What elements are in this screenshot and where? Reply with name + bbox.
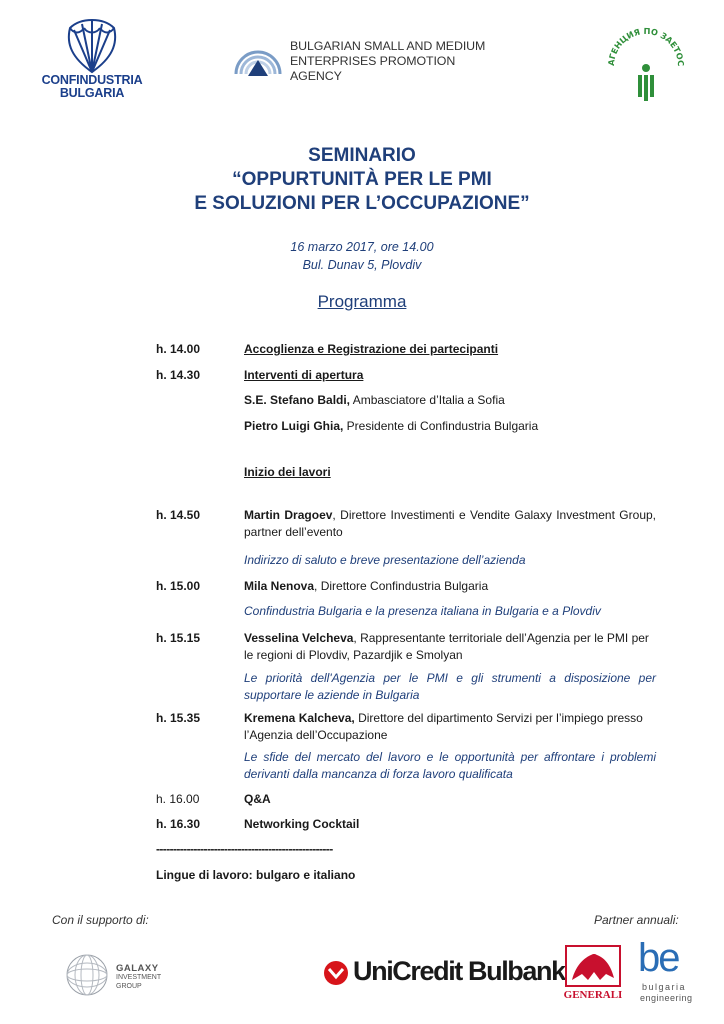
section-title: Inizio dei lavori [244, 465, 331, 479]
speaker-name: S.E. Stefano Baldi, [244, 393, 351, 407]
talk-topic: Confindustria Bulgaria e la presenza italiana in Bulgaria e a Plovdiv [244, 604, 601, 618]
program-item [244, 341, 656, 358]
seminar-title [0, 144, 724, 216]
program-item [244, 816, 656, 833]
speaker-name: Martin Dragoev [244, 508, 333, 522]
agency-name [290, 39, 502, 84]
speaker-name: Mila Nenova [244, 579, 315, 593]
generali-logo [560, 944, 626, 1004]
talk-topic: Le sfide del mercato del lavoro e le opportunità per affrontare i problemi derivanti dalla mancanza di forza lavoro qualificata [244, 750, 656, 781]
galaxy-line1: GALAXY [116, 963, 159, 974]
time-1500: h. 15.00 [156, 579, 201, 593]
working-languages: Lingue di lavoro: bulgaro e italiano [156, 868, 356, 882]
bulgaria-engineering-logo [636, 936, 702, 1004]
event-date: 16 marzo 2017, ore 14.00 [290, 240, 434, 254]
talk-topic: Le priorità dell'Agenzia per le PMI e gli strumenti a disposizione per supportare le aziende in Bulgaria [244, 671, 656, 702]
speaker-nenova [244, 578, 656, 595]
speaker-name: Vesselina Velcheva [244, 631, 354, 645]
galaxy-line3: GROUP [116, 983, 142, 990]
agency-line2: ENTERPRISES PROMOTION AGENCY [290, 54, 456, 83]
speaker-role: Ambasciatore d’Italia a Sofia [350, 393, 505, 407]
item-title: Accoglienza e Registrazione dei partecipanti [244, 342, 499, 356]
title-line3: E SOLUZIONI PER L’OCCUPAZIONE” [194, 193, 530, 214]
be-line1: bulgaria [642, 982, 687, 992]
inizio-lavori [244, 464, 656, 481]
speaker-dragoev [244, 507, 656, 541]
speaker-velcheva [244, 630, 656, 664]
be-line2: engineering [640, 993, 693, 1003]
confindustria-line1: CONFINDUSTRIA [41, 73, 143, 87]
sme-agency-logo [232, 34, 502, 84]
galaxy-logo [64, 950, 194, 1000]
title-line1: SEMINARIO [308, 145, 416, 166]
speaker-name: Kremena Kalcheva, [244, 711, 355, 725]
confindustria-logo [36, 18, 148, 106]
time-1515: h. 15.15 [156, 631, 201, 645]
speaker-role: , Rappresentante territoriale dell’Agenzia per le PMI per le regioni di Plovdiv, Pazardjik e Smolyan [244, 631, 649, 662]
speaker-role: Presidente di Confindustria Bulgaria [343, 419, 539, 433]
item-title: Networking Cocktail [244, 817, 360, 831]
title-line2: “OPPURTUNITÀ PER LE PMI [232, 169, 492, 190]
separator-line: ---------------------------------------------------- [156, 842, 333, 856]
employment-agency-emblem-icon [604, 20, 688, 104]
programma-heading: Programma [317, 292, 407, 311]
speaker-kalcheva [244, 710, 656, 744]
program-item [244, 791, 656, 808]
unicredit-logo [323, 952, 565, 996]
event-meta [0, 238, 724, 274]
unicredit-wordmark: UniCredit Bulbank [353, 956, 565, 986]
time-1400: h. 14.00 [156, 342, 201, 356]
generali-lion-icon [564, 944, 622, 988]
generali-wordmark: GENERALI [563, 989, 623, 1001]
speaker-baldi [244, 392, 656, 409]
item-title: Interventi di apertura [244, 368, 364, 382]
galaxy-sphere-icon [64, 952, 110, 998]
time-1535: h. 15.35 [156, 711, 201, 725]
time-1630: h. 16.30 [156, 817, 201, 831]
event-address: Bul. Dunav 5, Plovdiv [302, 258, 422, 272]
support-label: Con il supporto di: [52, 913, 149, 927]
confindustria-shell-icon [62, 18, 122, 74]
partner-label: Partner annuali: [594, 913, 679, 927]
employment-agency-logo [604, 20, 688, 104]
be-mark: be [638, 936, 679, 980]
galaxy-line2: INVESTMENT [116, 974, 162, 981]
talk-topic: Indirizzo di saluto e breve presentazione dell’azienda [244, 553, 526, 567]
unicredit-icon [323, 960, 349, 986]
confindustria-line2: BULGARIA [59, 86, 125, 100]
time-1600: h. 16.00 [156, 792, 200, 806]
employment-agency-arc-text: АГЕНЦИЯ ПО ЗАЕТОС [605, 25, 687, 67]
agency-arc-icon [232, 34, 284, 80]
speaker-role: , Direttore Investimenti e Vendite Galaxy Investment Group, partner dell’evento [244, 508, 656, 539]
time-1430: h. 14.30 [156, 368, 201, 382]
program-item [244, 367, 656, 384]
item-title: Q&A [244, 792, 271, 806]
svg-text:АГЕНЦИЯ ПО ЗАЕТОСТТА [604, 20, 686, 67]
speaker-role: Direttore del dipartimento Servizi per l’impiego presso l’Agenzia dell’Occupazione [244, 711, 643, 742]
agency-line1: BULGARIAN SMALL AND MEDIUM [290, 39, 486, 53]
speaker-name: Pietro Luigi Ghia, [244, 419, 344, 433]
speaker-role: , Direttore Confindustria Bulgaria [314, 579, 489, 593]
time-1450: h. 14.50 [156, 508, 201, 522]
speaker-ghia [244, 418, 656, 435]
